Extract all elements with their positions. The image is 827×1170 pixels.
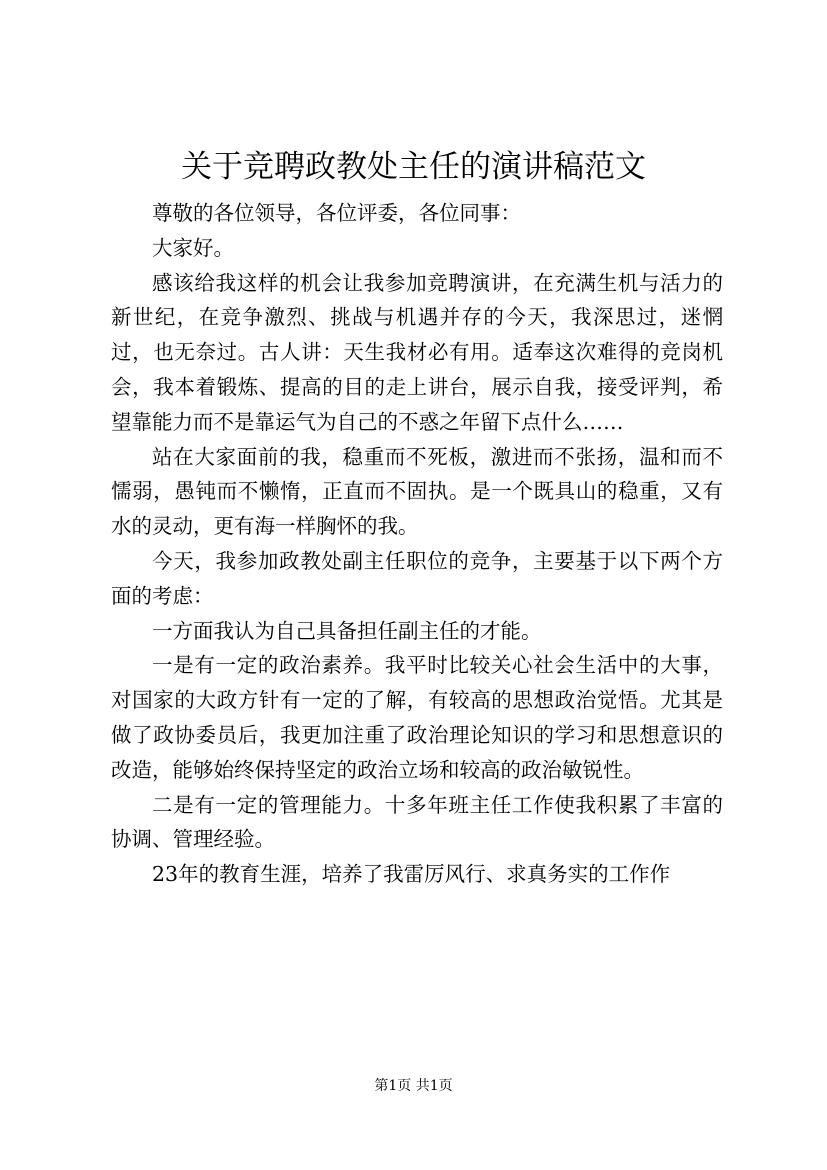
document-body xyxy=(111,196,723,892)
paragraph-management-ability: 二是有一定的管理能力。十多年班主任工作使我积累了丰富的协调、管理经验。 xyxy=(111,792,723,852)
paragraph-reasons-intro: 今天，我参加政教处副主任职位的竞争，主要基于以下两个方面的考虑： xyxy=(111,548,723,608)
paragraph-ability-intro: 一方面我认为自己具备担任副主任的才能。 xyxy=(152,618,542,643)
paragraph-hello: 大家好。 xyxy=(152,235,234,260)
page-footer: 第1页 共1页 xyxy=(374,1078,453,1094)
paragraph-self-description: 站在大家面前的我，稳重而不死板，激进而不张扬，温和而不懦弱，愚钝而不懒惰，正直而不固执。是一个既具山的稳重，又有水的灵动，更有海一样胸怀的我。 xyxy=(111,444,723,539)
paragraph-teaching-career: 23年的教育生涯，培养了我雷厉风行、求真务实的工作作 xyxy=(152,862,671,887)
paragraph-political-quality: 一是有一定的政治素养。我平时比较关心社会生活中的大事，对国家的大政方针有一定的了解，有较高的思想政治觉悟。尤其是做了政协委员后，我更加注重了政治理论知识的学习和思想意识的改造，能够始终保持坚定的政治立场和较高的政治敏锐性。 xyxy=(111,653,723,782)
document-title: 关于竞聘政教处主任的演讲稿范文 xyxy=(181,149,646,185)
paragraph-greeting: 尊敬的各位领导，各位评委，各位同事： xyxy=(152,201,521,225)
paragraph-opportunity: 感该给我这样的机会让我参加竞聘演讲，在充满生机与活力的新世纪，在竞争激烈、挑战与机遇并存的今天，我深思过，迷惘过，也无奈过。古人讲：天生我材必有用。适奉这次难得的竞岗机会，我本着锻炼、提高的目的走上讲台，展示自我，接受评判，希望靠能力而不是靠运气为自己的不惑之年留下点什么…… xyxy=(111,270,723,434)
